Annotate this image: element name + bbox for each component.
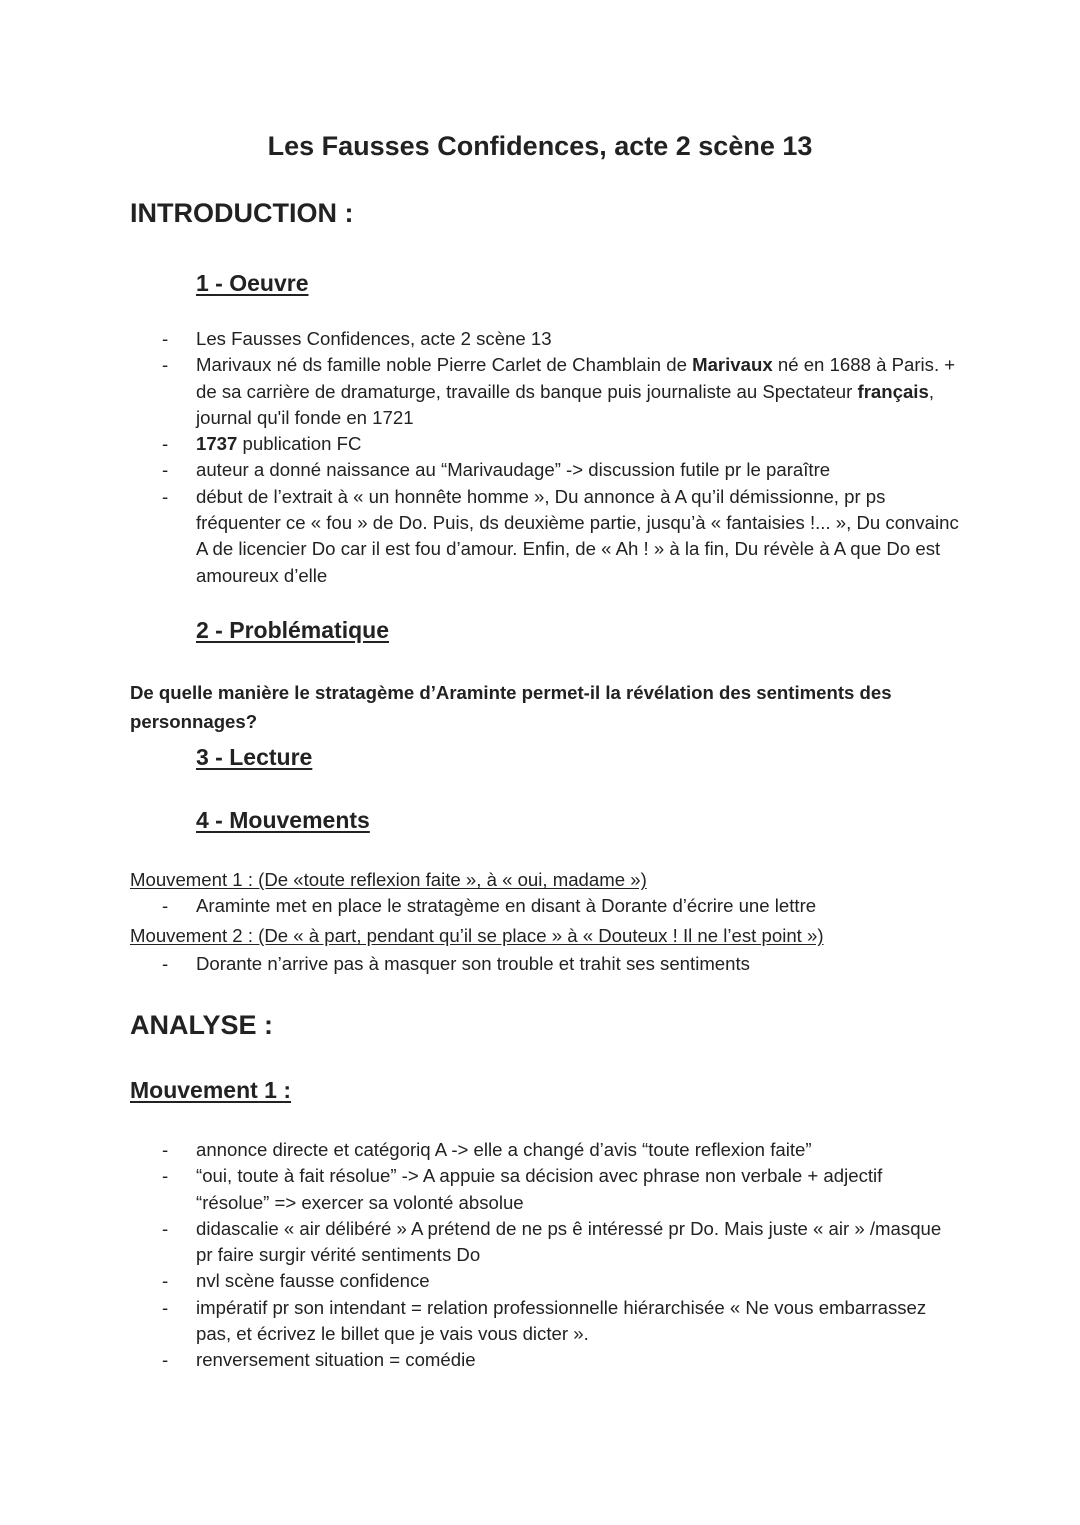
list-item: - Dorante n’arrive pas à masquer son trouble et trahit ses sentiments <box>130 951 960 977</box>
analyse-mouvement-1-list <box>130 1137 960 1374</box>
document-title: Les Fausses Confidences, acte 2 scène 13 <box>267 131 813 161</box>
mouvement-2-list <box>130 951 960 977</box>
oeuvre-list <box>130 326 960 589</box>
oeuvre-heading: 1 - Oeuvre <box>196 270 309 296</box>
list-item: - nvl scène fausse confidence <box>130 1268 960 1294</box>
text-segment: début de l’extrait à « un honnête homme », Du annonce à A qu’il démissionne, pr ps fréquenter ce « fou » de Do. Puis, ds deuxième partie, jusqu’à « fantaisies !... », Du convainc A de licencier Do car il est fou d’amour. Enfin, de « Ah ! » à la fin, Du révèle à A que Do est amoureux d’elle <box>196 485 959 586</box>
list-item <box>130 457 960 483</box>
bold-text: 1737 <box>196 433 238 455</box>
list-item: - didascalie « air délibéré » A prétend de ne ps ê intéressé pr Do. Mais juste « air » /masque pr faire surgir vérité sentiments Do <box>130 1216 960 1269</box>
list-item <box>130 326 960 352</box>
list-item: - “oui, toute à fait résolue” -> A appuie sa décision avec phrase non verbale + adjectif “résolue” => exercer sa volonté absolue <box>130 1163 960 1216</box>
analyse-heading: ANALYSE : <box>130 1010 274 1040</box>
list-item: - annonce directe et catégoriq A -> elle a changé d’avis “toute reflexion faite” <box>130 1137 960 1163</box>
introduction-heading: INTRODUCTION : <box>130 198 354 228</box>
list-item: - Araminte met en place le stratagème en disant à Dorante d’écrire une lettre <box>130 893 960 919</box>
lecture-heading: 3 - Lecture <box>196 744 313 770</box>
text-segment: publication FC <box>237 433 362 455</box>
mouvement-1-list <box>130 893 960 919</box>
analyse-mouvement-1-heading: Mouvement 1 : <box>130 1077 292 1103</box>
list-item: - impératif pr son intendant = relation professionnelle hiérarchisée « Ne vous embarrassez pas, et écrivez le billet que je vais vous dicter ». <box>130 1295 960 1348</box>
problematique-question: De quelle manière le stratagème d’Araminte permet-il la révélation des sentiments des personnages? <box>130 682 892 732</box>
list-item <box>130 484 960 589</box>
bold-text: Marivaux <box>692 354 773 376</box>
text-segment: auteur a donné naissance au “Marivaudage” -> discussion futile pr le paraître <box>196 459 831 481</box>
mouvement-2-label: Mouvement 2 : (De « à part, pendant qu’il se place » à « Douteux ! Il ne l’est point ») <box>130 925 824 946</box>
bold-text: français <box>857 380 929 402</box>
problematique-heading: 2 - Problématique <box>196 617 389 643</box>
list-item <box>130 431 960 457</box>
list-item: - renversement situation = comédie <box>130 1347 960 1373</box>
text-segment: Marivaux né ds famille noble Pierre Carlet de Chamblain de <box>196 354 693 376</box>
list-item <box>130 352 960 431</box>
mouvement-1-label: Mouvement 1 : (De «toute reflexion faite », à « oui, madame ») <box>130 869 647 890</box>
mouvements-heading: 4 - Mouvements <box>196 807 370 833</box>
text-segment: né en 1688 à Paris. + de sa carrière de dramaturge, travaille ds banque puis journaliste au Spectateur <box>196 354 956 402</box>
text-segment: Les Fausses Confidences, acte 2 scène 13 <box>196 328 552 349</box>
text-segment: , journal qu'il fonde en 1721 <box>196 380 934 428</box>
